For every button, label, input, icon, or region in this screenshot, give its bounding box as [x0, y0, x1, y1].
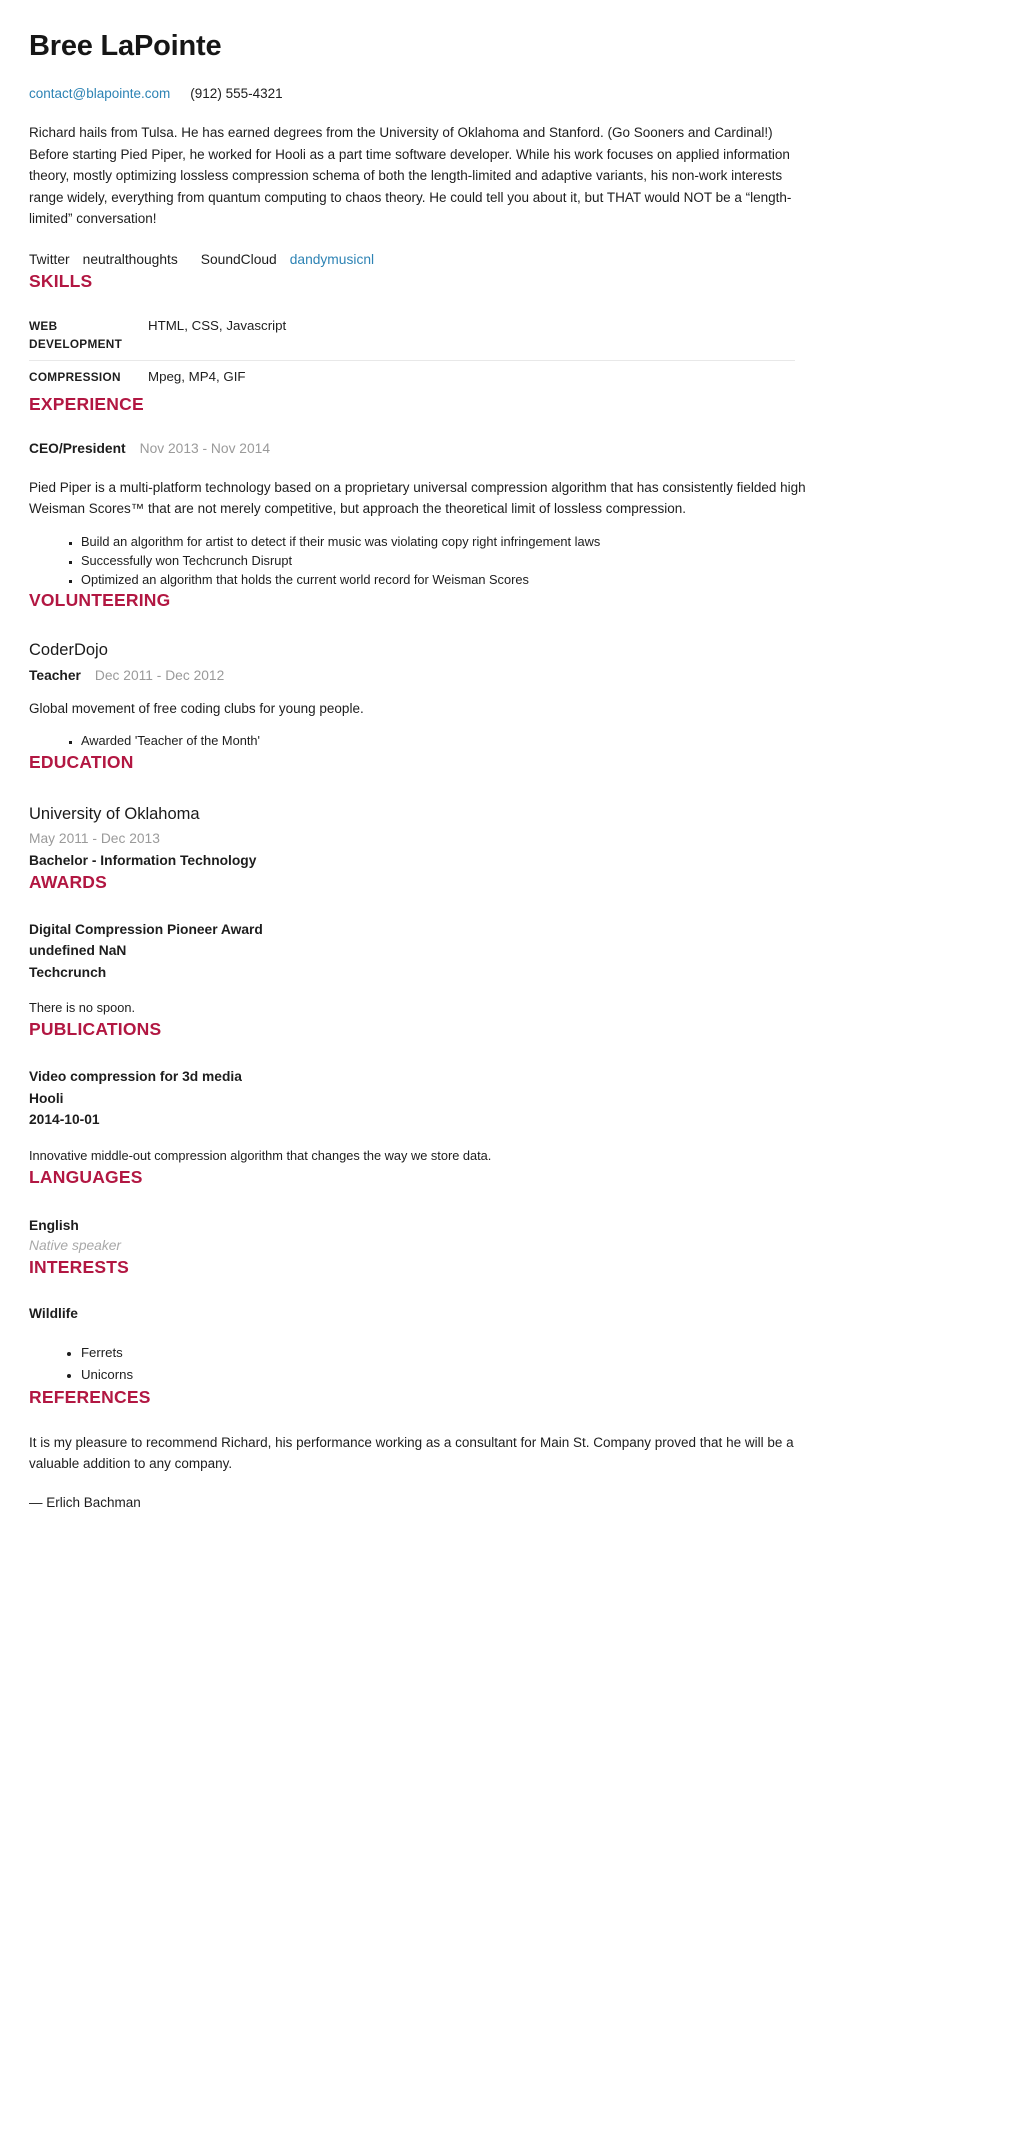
volunteer-organization: CoderDojo — [29, 641, 108, 660]
social-profiles-row — [29, 250, 810, 270]
twitter-username: neutralthoughts — [82, 251, 178, 267]
job-header — [29, 439, 810, 459]
candidate-name: Bree LaPointe — [29, 30, 222, 62]
soundcloud-network-label: SoundCloud — [200, 251, 277, 267]
education-institution: University of Oklahoma — [29, 804, 200, 823]
section-interests — [29, 1256, 810, 1386]
language-name: English — [29, 1217, 79, 1233]
profile-soundcloud — [201, 250, 374, 270]
volunteering-heading: VOLUNTEERING — [29, 590, 171, 611]
job-position: CEO/President — [29, 440, 126, 456]
contact-row — [29, 84, 810, 104]
language-fluency: Native speaker — [29, 1237, 122, 1253]
skill-row-web-development — [29, 310, 795, 361]
award-date: undefined NaN — [29, 943, 127, 959]
awards-heading: AWARDS — [29, 871, 108, 892]
education-dates: May 2011 - Dec 2013 — [29, 830, 160, 846]
award-title: Digital Compression Pioneer Award — [29, 921, 263, 937]
award-entry — [29, 919, 810, 984]
volunteer-position: Teacher — [29, 668, 81, 684]
interest-name: Wildlife — [29, 1305, 78, 1321]
job-dates: Nov 2013 - Nov 2014 — [139, 440, 270, 456]
publication-publisher: Hooli — [29, 1090, 64, 1106]
summary-paragraph: Richard hails from Tulsa. He has earned degrees from the University of Oklahoma and Stanford. (Go Sooners and Cardinal!) Before starting Pied Piper, he worked for Hooli as a part time software developer. While his work focuses on applied information theory, mostly optimizing lossless compression schema of both the length-limited and adaptive variants, his non-work interests range widely, everything from quantum computing to chaos theory. He could tell you about it, but THAT would NOT be a “length-limited” conversation! — [29, 125, 792, 226]
volunteer-role-row — [29, 666, 810, 686]
job-highlight-item: ▪ Optimized an algorithm that holds the current world record for Weisman Scores — [81, 570, 810, 589]
award-summary: There is no spoon. — [29, 1000, 135, 1016]
skill-name: COMPRESSION — [29, 369, 121, 384]
email-link[interactable]: contact@blapointe.com — [29, 86, 171, 101]
interests-heading: INTERESTS — [29, 1256, 130, 1277]
volunteer-highlights-list — [29, 731, 810, 750]
profile-twitter — [29, 250, 178, 270]
skills-heading: SKILLS — [29, 270, 93, 291]
section-publications — [29, 1018, 810, 1166]
publication-entry — [29, 1066, 810, 1131]
job-highlight-item: ▪ Successfully won Techcrunch Disrupt — [81, 551, 810, 570]
publication-name: Video compression for 3d media — [29, 1069, 242, 1085]
volunteer-summary: Global movement of free coding clubs for young people. — [29, 701, 364, 717]
education-heading: EDUCATION — [29, 751, 134, 772]
skill-keywords: HTML, CSS, Javascript — [148, 317, 287, 333]
section-experience — [29, 393, 810, 590]
section-volunteering — [29, 589, 810, 750]
reference-attribution: — Erlich Bachman — [29, 1494, 141, 1510]
reference-text: It is my pleasure to recommend Richard, his performance working as a consultant for Main St. Company proved that he will be a valuable addition to any company. — [29, 1434, 794, 1472]
languages-heading: LANGUAGES — [29, 1166, 143, 1187]
phone-number: (912) 555-4321 — [190, 86, 283, 101]
job-highlight-item: ▪ Build an algorithm for artist to detect if their music was violating copy right infringement laws — [81, 532, 810, 551]
award-awarder: Techcrunch — [29, 964, 107, 980]
skills-table — [29, 310, 795, 393]
publications-heading: PUBLICATIONS — [29, 1019, 162, 1040]
job-highlights-list — [29, 532, 810, 590]
skill-row-compression — [29, 361, 795, 393]
experience-heading: EXPERIENCE — [29, 393, 144, 414]
section-references — [29, 1386, 810, 1513]
volunteer-dates: Dec 2011 - Dec 2012 — [94, 668, 225, 684]
section-awards — [29, 871, 810, 1019]
interest-keywords-list — [29, 1342, 810, 1386]
interest-keyword-item: • Ferrets — [81, 1342, 810, 1364]
skill-name: WEB DEVELOPMENT — [29, 318, 123, 351]
publication-date: 2014-10-01 — [29, 1112, 100, 1128]
volunteer-highlight-item: ▪ Awarded 'Teacher of the Month' — [81, 731, 810, 750]
job-summary: Pied Piper is a multi-platform technology based on a proprietary universal compression algorithm that has consistently fielded high Weisman Scores™ that are not merely competitive, but approach the theoretical limit of lossless compression. — [29, 479, 806, 516]
twitter-network-label: Twitter — [29, 251, 70, 267]
skill-keywords: Mpeg, MP4, GIF — [148, 368, 246, 384]
soundcloud-username-link[interactable]: dandymusicnl — [289, 251, 375, 267]
section-skills — [29, 270, 810, 393]
section-education — [29, 751, 810, 871]
publication-summary: Innovative middle-out compression algorithm that changes the way we store data. — [29, 1147, 492, 1163]
references-heading: REFERENCES — [29, 1386, 151, 1407]
education-degree: Bachelor - Information Technology — [29, 852, 257, 868]
interest-keyword-item: • Unicorns — [81, 1364, 810, 1386]
section-languages — [29, 1166, 810, 1256]
